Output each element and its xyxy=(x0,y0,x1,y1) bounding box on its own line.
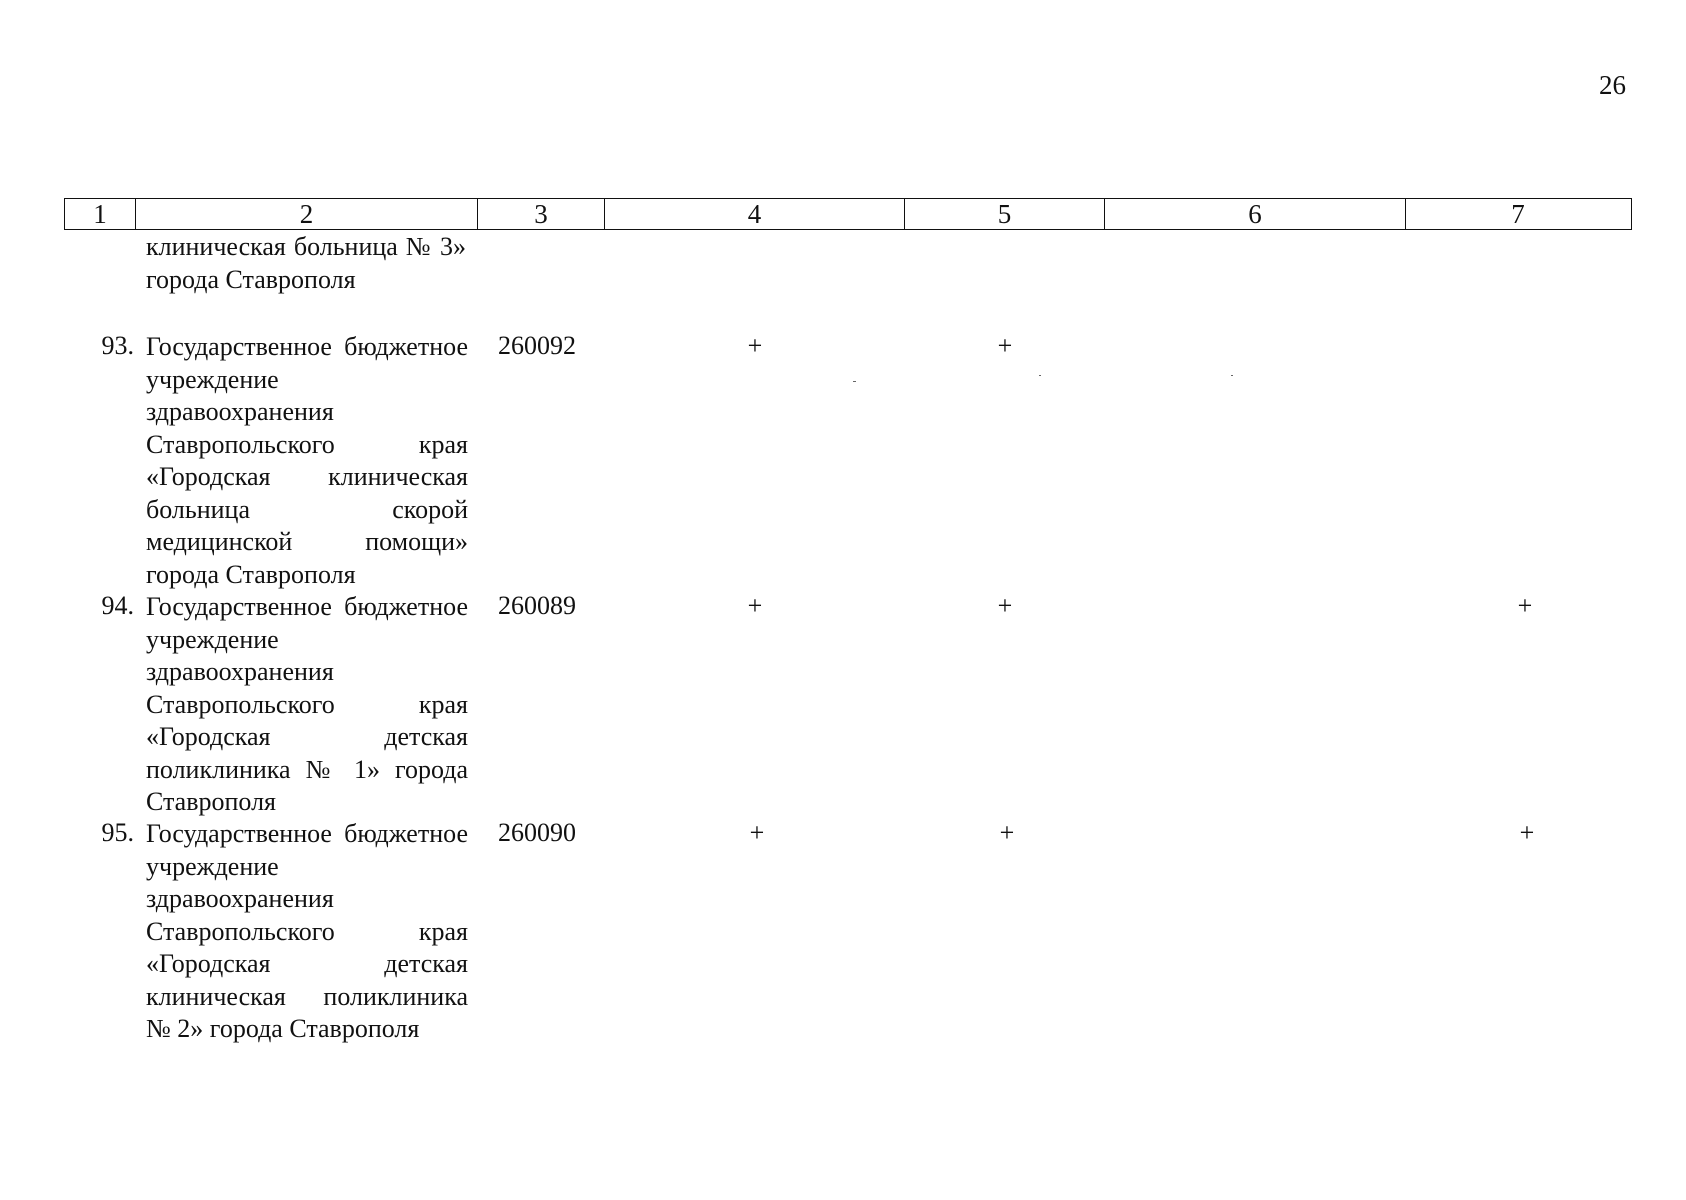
row-number: 95. xyxy=(101,818,134,847)
col-5-mark: + xyxy=(997,331,1013,360)
col-4-mark: + xyxy=(747,331,763,360)
col-5-mark: + xyxy=(999,818,1015,847)
organization-code: 260092 xyxy=(498,331,576,360)
organization-name: Государственное бюджетное учреждение здравоохранения Ставропольского края «Городская детская клиническая поликлиника № 2» города Ставрополя xyxy=(146,819,468,1043)
table-header-row xyxy=(64,198,1632,230)
organization-code: 260090 xyxy=(498,818,576,847)
page-number: 26 xyxy=(1599,70,1626,100)
col-7-mark: + xyxy=(1519,818,1535,847)
row-number: 94. xyxy=(101,591,134,620)
organization-name: Государственное бюджетное учреждение здравоохранения Ставропольского края «Городская детская поликлиника № 1» города Ставрополя xyxy=(146,592,468,816)
col-7-mark: + xyxy=(1517,591,1533,620)
header-col-3: 3 xyxy=(477,199,604,229)
header-col-6: 6 xyxy=(1104,199,1405,229)
header-col-1: 1 xyxy=(93,199,107,229)
organization-code: 260089 xyxy=(498,591,576,620)
organization-name: Государственное бюджетное учреждение здравоохранения Ставропольского края «Городская клиническая больница скорой медицинской помощи» города Ставрополя xyxy=(146,332,468,589)
scan-speck xyxy=(853,381,856,382)
header-col-7: 7 xyxy=(1405,199,1630,229)
col-4-mark: + xyxy=(747,591,763,620)
col-5-mark: + xyxy=(997,591,1013,620)
scan-speck xyxy=(1231,375,1233,376)
header-col-2: 2 xyxy=(135,199,477,229)
header-col-5: 5 xyxy=(904,199,1104,229)
col-4-mark: + xyxy=(749,818,765,847)
header-col-4: 4 xyxy=(604,199,904,229)
row-number: 93. xyxy=(101,331,134,360)
scan-speck xyxy=(1039,375,1041,376)
continued-cell-text: клиническая больница № 3» города Ставрополя xyxy=(146,232,466,294)
